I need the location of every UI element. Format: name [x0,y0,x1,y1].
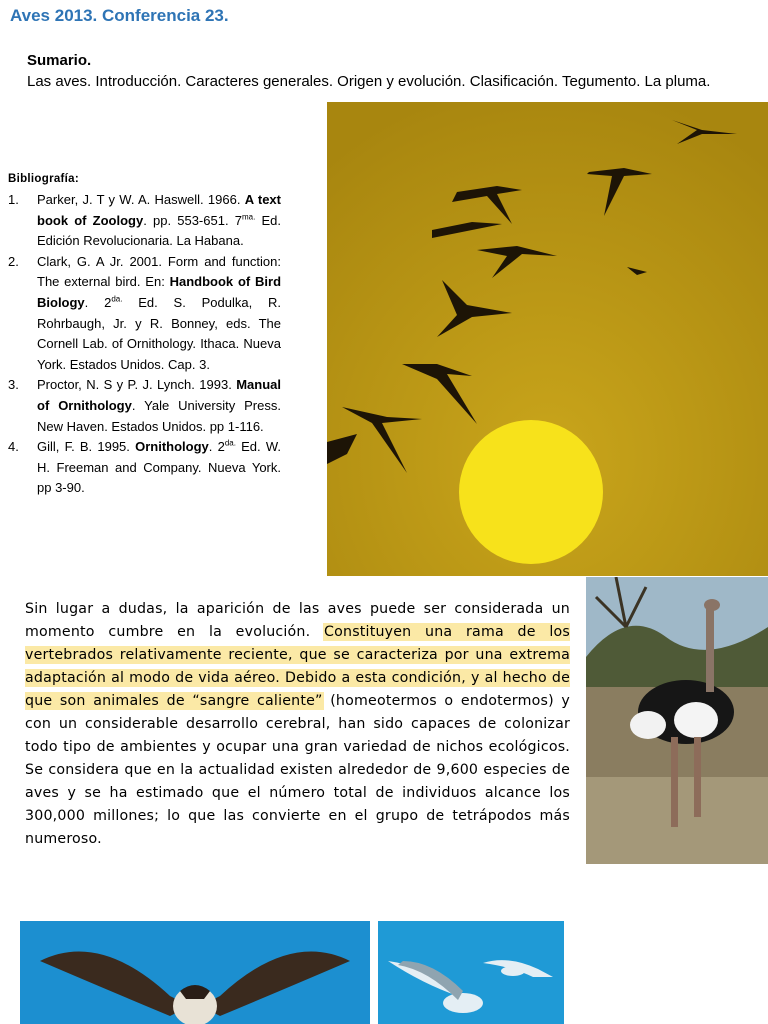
osprey-photo [20,921,370,1024]
bibliography-item: 1. Parker, J. T y W. A. Haswell. 1966. A text book of Zoology. pp. 553-651. $7^{ma.}$ Ed. Edición Revolucionaria. La Habana. [8,192,281,249]
bibliography-item: 2. Clark, G. A Jr. 2001. Form and function: The external bird. En: Handbook of Bird Biology. $2^{da.}$ Ed. S. Podulka, R. Rohrbaugh, Jr. y R. Bonney, eds. The Cornell Lab. of Ornithology. Ithaca. Nueva York. Estados Unidos. Cap. 3. [8,253,282,372]
gulls-photo [378,921,564,1024]
ostrich-photo [586,577,768,864]
sun-shape [459,420,603,564]
book-title: A text book of Zoology [37,192,281,228]
cranes-sunset-photo [327,102,768,576]
book-title: Ornithology [135,439,209,455]
summary-text: Las aves. Introducción. Caracteres generales. Origen y evolución. Clasificación. Tegumento. La pluma. [27,73,711,90]
summary-heading: Sumario. [27,52,92,69]
book-title: Handbook of Bird Biology [37,274,282,310]
summary-section [27,50,742,92]
book-title: Manual of Ornithology [37,377,281,413]
page-title: Aves 2013. Conferencia 23. [10,6,229,25]
bibliography-heading: Bibliografía: [8,173,79,185]
bibliography-list [8,190,281,499]
bibliography-item: 4. Gill, F. B. 1995. Ornithology. $2^{da.}$ Ed. W. H. Freeman and Company. Nueva York. pp 3-90. [8,438,281,496]
highlighted-text: Constituyen una rama de los vertebrados relativamente reciente, que se caracteriza por una extrema adaptación al modo de vida aéreo. Debido a esta condición, y al hecho de que son animales de “sangre caliente” [25,624,570,709]
main-paragraph: Sin lugar a dudas, la aparición de las aves puede ser considerada un momento cumbre en la evolución. Constituyen una rama de los vertebrados relativamente reciente, que se caracteriza por una extrema adaptación al modo de vida aéreo. Debido a esta condición, y al hecho de que son animales de “sangre caliente” (homeotermos o endotermos) y con un considerable desarrollo cerebral, han sido capaces de colonizar todo tipo de ambientes y ocupar una gran variedad de nichos ecológicos. Se considera que en la actualidad existen alrededor de 9,600 especies de aves y se ha estimado que el número total de individuos alcance los 300,000 millones; lo que las convierte en el grupo de tetrápodos más numeroso. [25,601,571,847]
bibliography-item: 3. Proctor, N. S y P. J. Lynch. 1993. Manual of Ornithology. Yale University Press. New Haven. Estados Unidos. pp 1-116. [8,377,281,434]
